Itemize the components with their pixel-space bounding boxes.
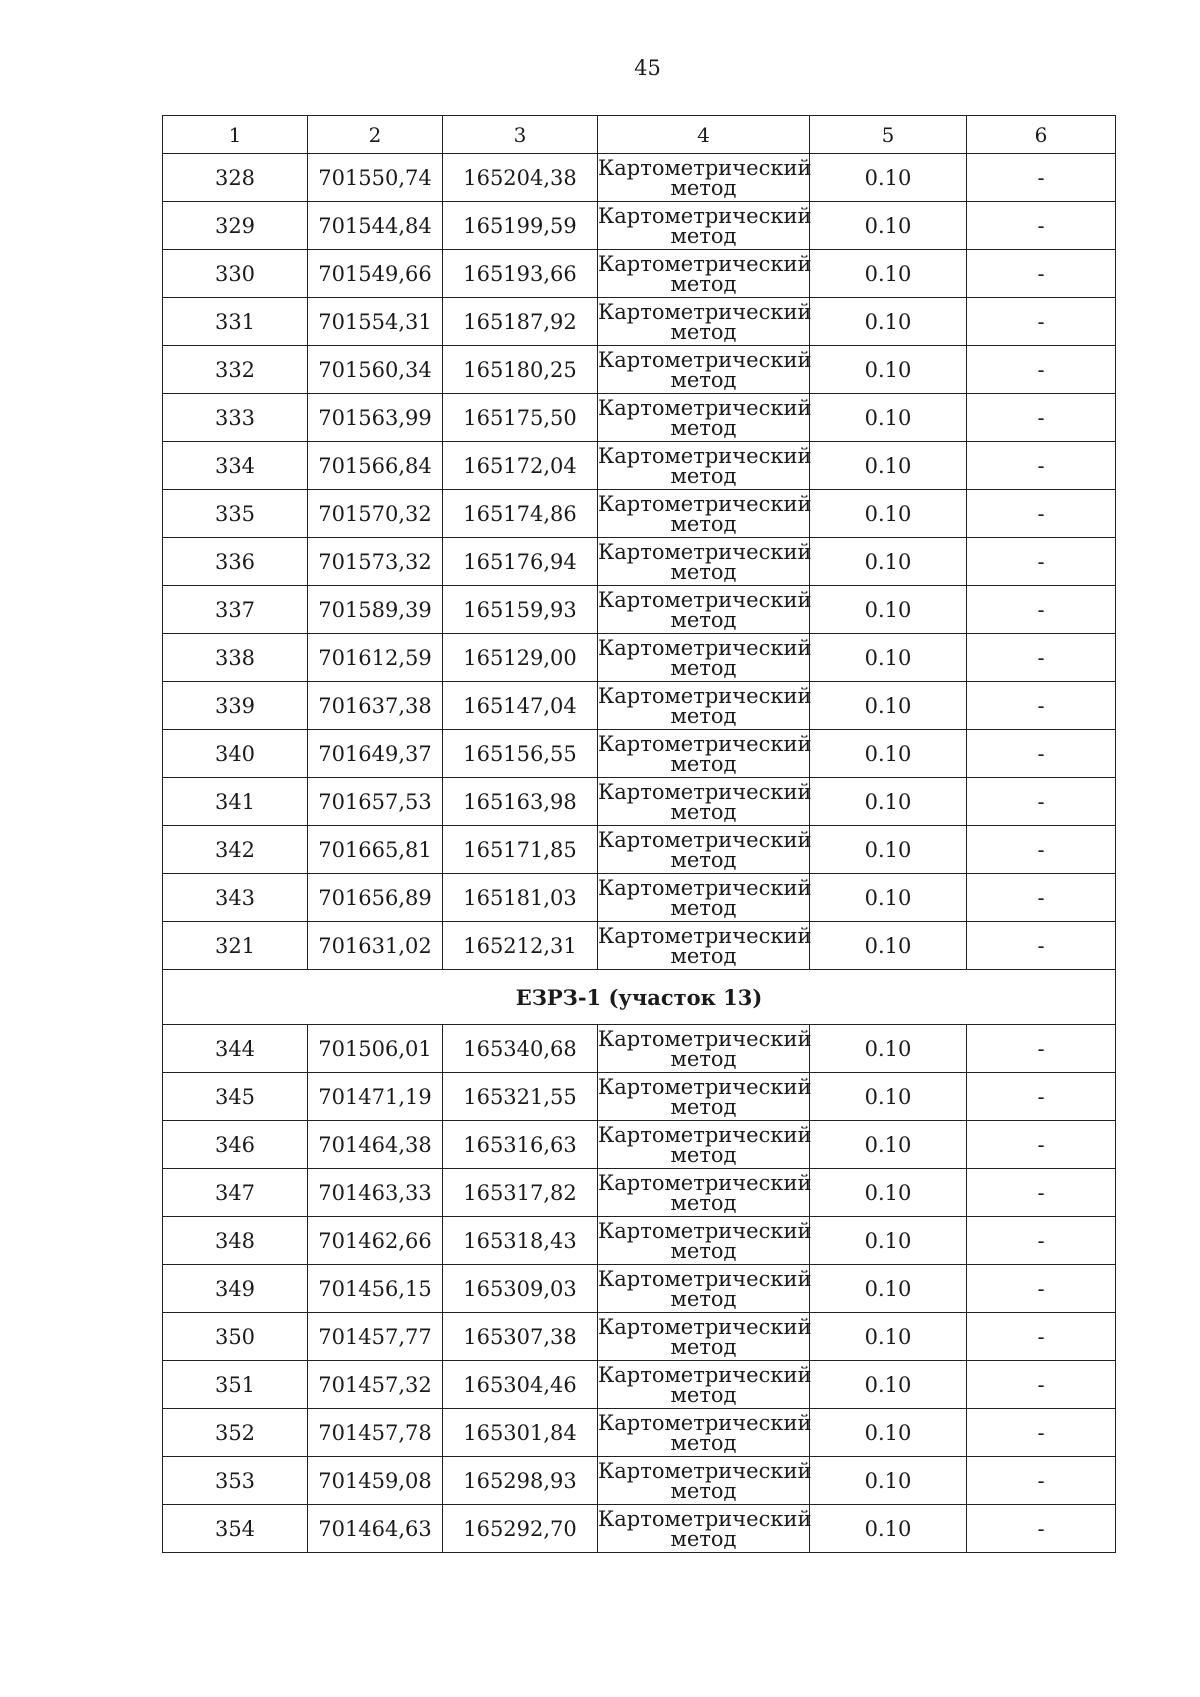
note-cell: - — [967, 922, 1116, 970]
y-coordinate-cell: 165147,04 — [443, 682, 598, 730]
note-cell: - — [967, 250, 1116, 298]
note-cell: - — [967, 778, 1116, 826]
x-coordinate-cell: 701463,33 — [308, 1169, 443, 1217]
note-cell: - — [967, 874, 1116, 922]
x-coordinate-cell: 701471,19 — [308, 1073, 443, 1121]
x-coordinate-cell: 701563,99 — [308, 394, 443, 442]
point-number-cell: 341 — [163, 778, 308, 826]
column-number-2: 2 — [308, 116, 443, 154]
table-row — [163, 634, 1116, 682]
y-coordinate-cell: 165176,94 — [443, 538, 598, 586]
y-coordinate-cell: 165129,00 — [443, 634, 598, 682]
note-cell: - — [967, 346, 1116, 394]
table-row — [163, 1505, 1116, 1553]
accuracy-cell: 0.10 — [810, 442, 967, 490]
x-coordinate-cell: 701631,02 — [308, 922, 443, 970]
x-coordinate-cell: 701459,08 — [308, 1457, 443, 1505]
table-row — [163, 1457, 1116, 1505]
accuracy-cell: 0.10 — [810, 346, 967, 394]
accuracy-cell: 0.10 — [810, 250, 967, 298]
column-number-5: 5 — [810, 116, 967, 154]
note-cell: - — [967, 538, 1116, 586]
method-cell: Картометрический метод — [598, 1026, 812, 1071]
note-cell: - — [967, 1073, 1116, 1121]
table-row — [163, 1265, 1116, 1313]
note-cell: - — [967, 490, 1116, 538]
table-row — [163, 1409, 1116, 1457]
table-row — [163, 1169, 1116, 1217]
table-row — [163, 1217, 1116, 1265]
point-number-cell: 342 — [163, 826, 308, 874]
accuracy-cell: 0.10 — [810, 202, 967, 250]
note-cell: - — [967, 1169, 1116, 1217]
x-coordinate-cell: 701549,66 — [308, 250, 443, 298]
point-number-cell: 328 — [163, 154, 308, 202]
point-number-cell: 346 — [163, 1121, 308, 1169]
method-cell: Картометрический метод — [598, 1362, 812, 1407]
accuracy-cell: 0.10 — [810, 1265, 967, 1313]
point-number-cell: 337 — [163, 586, 308, 634]
accuracy-cell: 0.10 — [810, 1409, 967, 1457]
point-number-cell: 331 — [163, 298, 308, 346]
point-number-cell: 351 — [163, 1361, 308, 1409]
accuracy-cell: 0.10 — [810, 730, 967, 778]
x-coordinate-cell: 701637,38 — [308, 682, 443, 730]
point-number-cell: 348 — [163, 1217, 308, 1265]
table-row — [163, 442, 1116, 490]
x-coordinate-cell: 701457,78 — [308, 1409, 443, 1457]
y-coordinate-cell: 165193,66 — [443, 250, 598, 298]
accuracy-cell: 0.10 — [810, 826, 967, 874]
y-coordinate-cell: 165181,03 — [443, 874, 598, 922]
method-cell: Картометрический метод — [598, 587, 812, 632]
point-number-cell: 339 — [163, 682, 308, 730]
accuracy-cell: 0.10 — [810, 922, 967, 970]
accuracy-cell: 0.10 — [810, 538, 967, 586]
accuracy-cell: 0.10 — [810, 1025, 967, 1073]
method-cell: Картометрический метод — [598, 539, 812, 584]
table-row — [163, 490, 1116, 538]
table-row — [163, 346, 1116, 394]
method-cell: Картометрический метод — [598, 1458, 812, 1503]
table-row — [163, 202, 1116, 250]
y-coordinate-cell: 165174,86 — [443, 490, 598, 538]
accuracy-cell: 0.10 — [810, 1457, 967, 1505]
method-cell: Картометрический метод — [598, 203, 812, 248]
point-number-cell: 338 — [163, 634, 308, 682]
y-coordinate-cell: 165204,38 — [443, 154, 598, 202]
note-cell: - — [967, 826, 1116, 874]
method-cell: Картометрический метод — [598, 299, 812, 344]
column-number-1: 1 — [163, 116, 308, 154]
y-coordinate-cell: 165292,70 — [443, 1505, 598, 1553]
coordinates-table — [162, 115, 1116, 1553]
point-number-cell: 330 — [163, 250, 308, 298]
method-cell: Картометрический метод — [598, 1410, 812, 1455]
point-number-cell: 347 — [163, 1169, 308, 1217]
x-coordinate-cell: 701550,74 — [308, 154, 443, 202]
accuracy-cell: 0.10 — [810, 778, 967, 826]
note-cell: - — [967, 730, 1116, 778]
y-coordinate-cell: 165172,04 — [443, 442, 598, 490]
y-coordinate-cell: 165175,50 — [443, 394, 598, 442]
point-number-cell: 321 — [163, 922, 308, 970]
y-coordinate-cell: 165163,98 — [443, 778, 598, 826]
accuracy-cell: 0.10 — [810, 394, 967, 442]
table-row — [163, 874, 1116, 922]
x-coordinate-cell: 701462,66 — [308, 1217, 443, 1265]
method-cell: Картометрический метод — [598, 635, 812, 680]
y-coordinate-cell: 165301,84 — [443, 1409, 598, 1457]
table-row — [163, 826, 1116, 874]
table-body — [163, 116, 1116, 1553]
note-cell: - — [967, 1025, 1116, 1073]
accuracy-cell: 0.10 — [810, 682, 967, 730]
x-coordinate-cell: 701506,01 — [308, 1025, 443, 1073]
method-cell: Картометрический метод — [598, 1170, 812, 1215]
accuracy-cell: 0.10 — [810, 1217, 967, 1265]
note-cell: - — [967, 1361, 1116, 1409]
method-cell: Картометрический метод — [598, 875, 812, 920]
table-row — [163, 1361, 1116, 1409]
page-number: 45 — [634, 56, 661, 80]
point-number-cell: 353 — [163, 1457, 308, 1505]
table-row — [163, 778, 1116, 826]
method-cell: Картометрический метод — [598, 683, 812, 728]
method-cell: Картометрический метод — [598, 251, 812, 296]
note-cell: - — [967, 1409, 1116, 1457]
table-row — [163, 1025, 1116, 1073]
point-number-cell: 345 — [163, 1073, 308, 1121]
x-coordinate-cell: 701657,53 — [308, 778, 443, 826]
method-cell: Картометрический метод — [598, 1506, 812, 1551]
method-cell: Картометрический метод — [598, 827, 812, 872]
x-coordinate-cell: 701570,32 — [308, 490, 443, 538]
table-row — [163, 922, 1116, 970]
x-coordinate-cell: 701457,32 — [308, 1361, 443, 1409]
y-coordinate-cell: 165318,43 — [443, 1217, 598, 1265]
method-cell: Картометрический метод — [598, 395, 812, 440]
y-coordinate-cell: 165321,55 — [443, 1073, 598, 1121]
point-number-cell: 335 — [163, 490, 308, 538]
method-cell: Картометрический метод — [598, 1218, 812, 1263]
table-row — [163, 298, 1116, 346]
table-row — [163, 586, 1116, 634]
accuracy-cell: 0.10 — [810, 874, 967, 922]
method-cell: Картометрический метод — [598, 491, 812, 536]
y-coordinate-cell: 165159,93 — [443, 586, 598, 634]
note-cell: - — [967, 394, 1116, 442]
section-title: ЕЗРЗ-1 (участок 13) — [163, 970, 1116, 1025]
x-coordinate-cell: 701589,39 — [308, 586, 443, 634]
accuracy-cell: 0.10 — [810, 1313, 967, 1361]
note-cell: - — [967, 154, 1116, 202]
y-coordinate-cell: 165199,59 — [443, 202, 598, 250]
method-cell: Картометрический метод — [598, 923, 812, 968]
table-row — [163, 1313, 1116, 1361]
x-coordinate-cell: 701560,34 — [308, 346, 443, 394]
method-cell: Картометрический метод — [598, 1074, 812, 1119]
point-number-cell: 332 — [163, 346, 308, 394]
accuracy-cell: 0.10 — [810, 490, 967, 538]
y-coordinate-cell: 165180,25 — [443, 346, 598, 394]
x-coordinate-cell: 701464,63 — [308, 1505, 443, 1553]
y-coordinate-cell: 165304,46 — [443, 1361, 598, 1409]
y-coordinate-cell: 165340,68 — [443, 1025, 598, 1073]
column-number-4: 4 — [598, 116, 810, 154]
accuracy-cell: 0.10 — [810, 634, 967, 682]
accuracy-cell: 0.10 — [810, 1169, 967, 1217]
method-cell: Картометрический метод — [598, 1314, 812, 1359]
table-row — [163, 394, 1116, 442]
y-coordinate-cell: 165187,92 — [443, 298, 598, 346]
section-header-row — [163, 970, 1116, 1025]
method-cell: Картометрический метод — [598, 731, 812, 776]
table-row — [163, 730, 1116, 778]
table-row — [163, 1073, 1116, 1121]
table-row — [163, 538, 1116, 586]
note-cell: - — [967, 1313, 1116, 1361]
x-coordinate-cell: 701573,32 — [308, 538, 443, 586]
accuracy-cell: 0.10 — [810, 1361, 967, 1409]
x-coordinate-cell: 701649,37 — [308, 730, 443, 778]
table-row — [163, 1121, 1116, 1169]
table-row — [163, 154, 1116, 202]
table-row — [163, 682, 1116, 730]
accuracy-cell: 0.10 — [810, 586, 967, 634]
point-number-cell: 333 — [163, 394, 308, 442]
y-coordinate-cell: 165309,03 — [443, 1265, 598, 1313]
x-coordinate-cell: 701656,89 — [308, 874, 443, 922]
note-cell: - — [967, 298, 1116, 346]
y-coordinate-cell: 165307,38 — [443, 1313, 598, 1361]
y-coordinate-cell: 165212,31 — [443, 922, 598, 970]
note-cell: - — [967, 442, 1116, 490]
point-number-cell: 343 — [163, 874, 308, 922]
x-coordinate-cell: 701612,59 — [308, 634, 443, 682]
point-number-cell: 340 — [163, 730, 308, 778]
x-coordinate-cell: 701544,84 — [308, 202, 443, 250]
x-coordinate-cell: 701566,84 — [308, 442, 443, 490]
note-cell: - — [967, 1217, 1116, 1265]
method-cell: Картометрический метод — [598, 779, 812, 824]
y-coordinate-cell: 165156,55 — [443, 730, 598, 778]
point-number-cell: 350 — [163, 1313, 308, 1361]
x-coordinate-cell: 701456,15 — [308, 1265, 443, 1313]
table-row — [163, 250, 1116, 298]
note-cell: - — [967, 1505, 1116, 1553]
point-number-cell: 336 — [163, 538, 308, 586]
table-header-row — [163, 116, 1116, 154]
accuracy-cell: 0.10 — [810, 154, 967, 202]
method-cell: Картометрический метод — [598, 155, 812, 200]
x-coordinate-cell: 701464,38 — [308, 1121, 443, 1169]
note-cell: - — [967, 202, 1116, 250]
x-coordinate-cell: 701665,81 — [308, 826, 443, 874]
note-cell: - — [967, 1265, 1116, 1313]
note-cell: - — [967, 634, 1116, 682]
accuracy-cell: 0.10 — [810, 1505, 967, 1553]
x-coordinate-cell: 701554,31 — [308, 298, 443, 346]
method-cell: Картометрический метод — [598, 1266, 812, 1311]
y-coordinate-cell: 165171,85 — [443, 826, 598, 874]
point-number-cell: 354 — [163, 1505, 308, 1553]
y-coordinate-cell: 165316,63 — [443, 1121, 598, 1169]
point-number-cell: 329 — [163, 202, 308, 250]
point-number-cell: 352 — [163, 1409, 308, 1457]
accuracy-cell: 0.10 — [810, 1073, 967, 1121]
column-number-3: 3 — [443, 116, 598, 154]
y-coordinate-cell: 165317,82 — [443, 1169, 598, 1217]
column-number-6: 6 — [967, 116, 1116, 154]
note-cell: - — [967, 1457, 1116, 1505]
method-cell: Картометрический метод — [598, 347, 812, 392]
method-cell: Картометрический метод — [598, 443, 812, 488]
method-cell: Картометрический метод — [598, 1122, 812, 1167]
note-cell: - — [967, 1121, 1116, 1169]
y-coordinate-cell: 165298,93 — [443, 1457, 598, 1505]
accuracy-cell: 0.10 — [810, 1121, 967, 1169]
point-number-cell: 334 — [163, 442, 308, 490]
note-cell: - — [967, 586, 1116, 634]
point-number-cell: 349 — [163, 1265, 308, 1313]
accuracy-cell: 0.10 — [810, 298, 967, 346]
point-number-cell: 344 — [163, 1025, 308, 1073]
x-coordinate-cell: 701457,77 — [308, 1313, 443, 1361]
note-cell: - — [967, 682, 1116, 730]
